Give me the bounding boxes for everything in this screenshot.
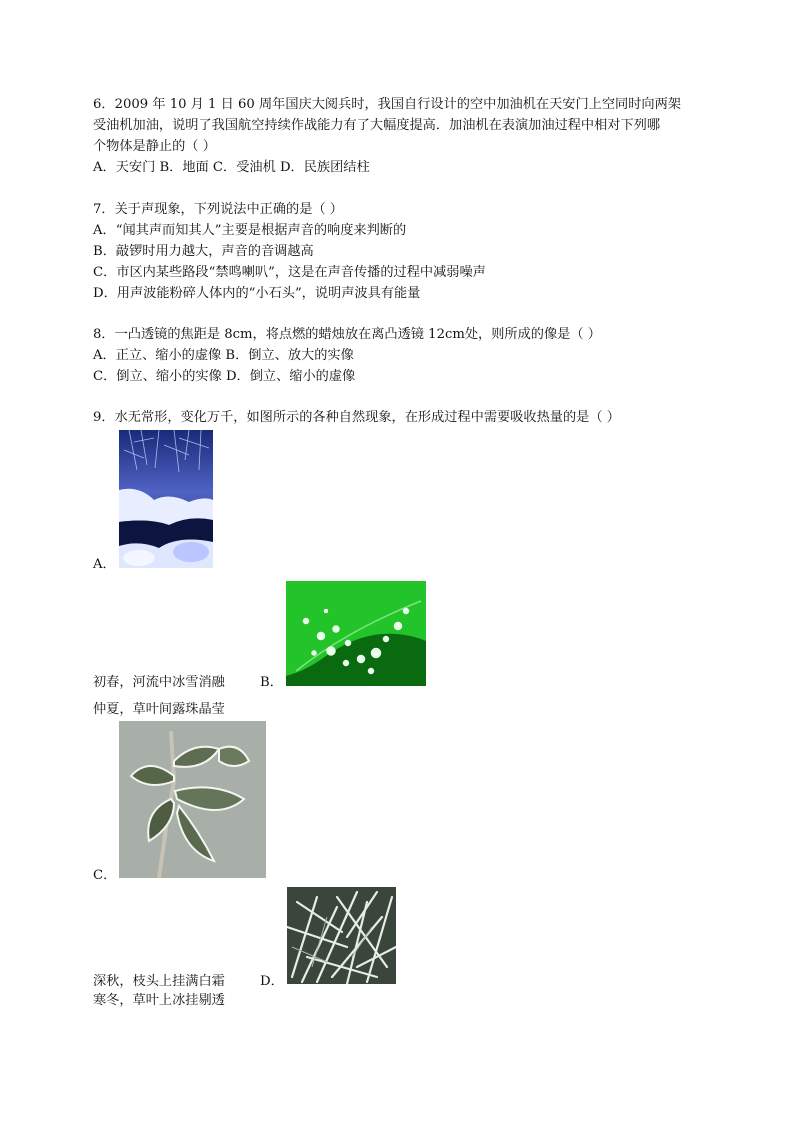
q9-image-b-dew-leaf (286, 581, 426, 686)
q9-image-a-ice-river (119, 430, 213, 568)
q7-stem: 7．关于声现象，下列说法中正确的是（ ） (93, 202, 343, 217)
q9-option-d-letter: D． (260, 974, 284, 989)
q7-option-d: D．用声波能粉碎人体内的“小石头”，说明声波具有能量 (93, 286, 421, 301)
q8-options-ab: A．正立、缩小的虚像 B．倒立、放大的实像 (93, 348, 354, 363)
q9-option-a-caption (93, 673, 225, 693)
q8-stem: 8．一凸透镜的焦距是 8cm，将点燃的蜡烛放在离凸透镜 12cm处，则所成的像是（ ） (93, 327, 601, 342)
q8-options-cd: C．倒立、缩小的实像 D．倒立、缩小的虚像 (93, 369, 356, 384)
q6-options: A．天安门 B．地面 C．受油机 D．民族团结柱 (93, 160, 370, 175)
q9-option-a-letter: A． (93, 557, 116, 572)
q6-stem-line3: 个物体是静止的（ ） (93, 139, 216, 154)
q9-option-a-caption-text: 初春，河流中冰雪消融 (93, 675, 225, 690)
q7-option-c: C．市区内某些路段“禁鸣喇叭”，这是在声音传播的过程中减弱噪声 (93, 265, 486, 280)
q9-image-c-frost-branch (119, 721, 266, 878)
q9-option-d-caption: 寒冬，草叶上冰挂剔透 (93, 993, 225, 1008)
q9-option-b-caption: 仲夏，草叶间露珠晶莹 (93, 702, 225, 717)
q9-option-c-caption: 深秋，枝头上挂满白霜 (93, 974, 225, 989)
q9-image-d-ice-grass (287, 887, 396, 984)
q6-stem-line2: 受油机加油，说明了我国航空持续作战能力有了大幅度提高．加油机在表演加油过程中相对下列哪 (93, 118, 661, 133)
q7-option-a: A．“闻其声而知其人”主要是根据声音的响度来判断的 (93, 223, 407, 238)
q6-stem-line1: 6．2009 年 10 月 1 日 60 周年国庆大阅兵时，我国自行设计的空中加油机在天安门上空同时向两架 (93, 97, 681, 112)
q7-option-b: B．敲锣时用力越大，声音的音调越高 (93, 244, 314, 259)
q9-option-b-letter: B． (260, 675, 283, 690)
q9-stem: 9．水无常形，变化万千，如图所示的各种自然现象，在形成过程中需要吸收热量的是（ ） (93, 410, 620, 425)
q9-option-c-letter: C． (93, 868, 117, 883)
